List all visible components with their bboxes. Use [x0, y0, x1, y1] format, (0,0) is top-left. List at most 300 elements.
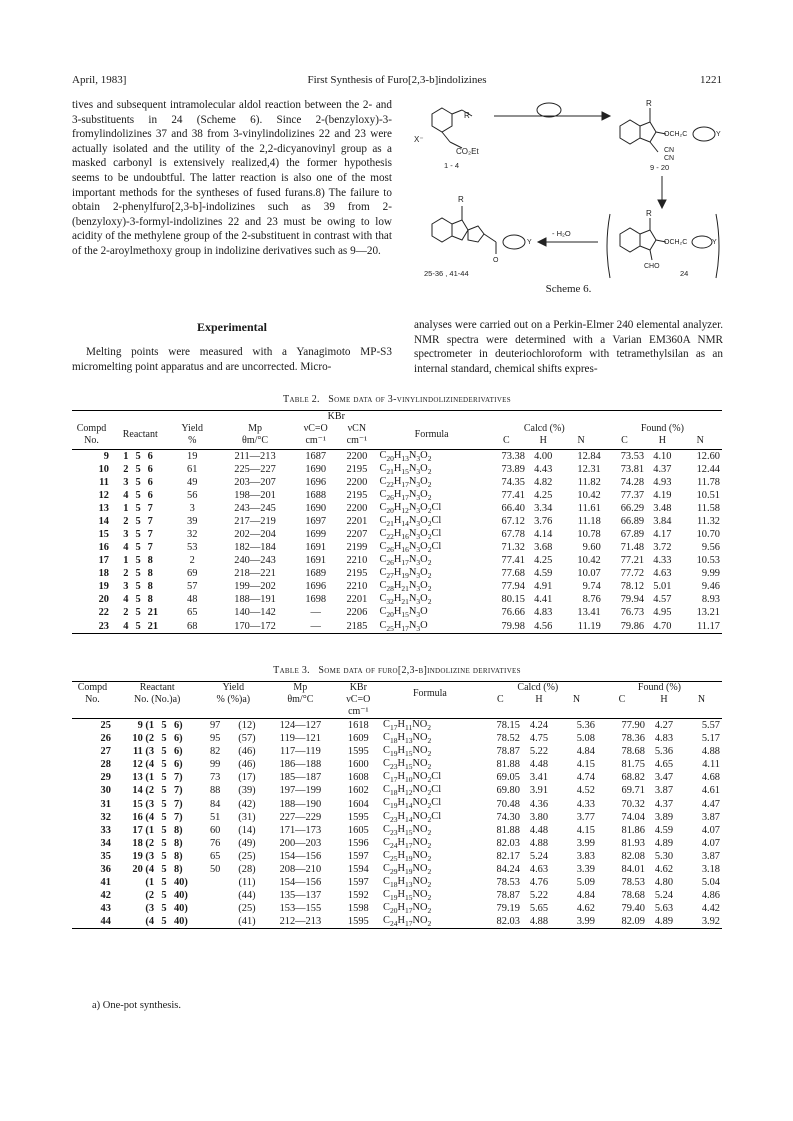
table3-row — [72, 902, 722, 915]
table2-cell: 1690 — [305, 502, 327, 514]
table3-cell: $C_{24}H_{17}NO_2$ — [383, 836, 432, 850]
table3-cell: 154—156 — [279, 850, 322, 862]
table3-cell: 65 — [209, 850, 221, 862]
table2-cell: 39 — [187, 515, 198, 527]
table3-cell: (25) — [238, 903, 256, 915]
table2-cell: 2200 — [346, 450, 368, 462]
table2-cell: $C_{27}H_{19}N_3O_2$ — [379, 567, 432, 581]
table3-cell: 3.18 — [701, 863, 720, 875]
table2-cell: 8 — [147, 568, 153, 580]
table3-cell: (28) — [238, 863, 256, 875]
table2-cell: 199—202 — [234, 581, 276, 593]
table3-cell: 200—203 — [279, 837, 322, 849]
table3-cell: 5.22 — [529, 890, 549, 902]
table3-cell: 5.24 — [529, 850, 549, 862]
table3-cell: 50 — [209, 863, 221, 875]
table2-cell: 13.21 — [696, 607, 720, 619]
table2-cell: 3.48 — [653, 502, 672, 514]
scheme-caption: Scheme 6. — [545, 283, 592, 295]
table2-cell: 188—191 — [234, 594, 276, 606]
table3-cell: 4.84 — [576, 746, 595, 758]
table2-cell: $C_{26}H_{17}N_3O_2$ — [379, 488, 432, 502]
table2-cell: 67.12 — [501, 515, 525, 527]
table3-cell: 70.48 — [496, 798, 520, 810]
table3-caption — [72, 665, 722, 676]
table2-cell: 5 — [135, 515, 141, 527]
t3-calc-n: N — [572, 694, 581, 705]
table3-cell: 4.88 — [522, 915, 556, 929]
table3-cell: 3.87 — [701, 811, 720, 823]
table3-cell: 1596 — [347, 837, 369, 849]
table2-cell: 5 — [135, 594, 141, 606]
table2-body — [72, 449, 722, 633]
table2-row — [72, 580, 722, 593]
table3-cell: 40) — [172, 915, 202, 929]
table3-cell: 5 — [161, 811, 167, 823]
table3-cell: (44) — [238, 890, 256, 902]
table3-cell: 9 (1 — [137, 720, 155, 732]
table2-cell: 22 — [98, 607, 109, 619]
y-label-1: Y — [716, 131, 721, 138]
table2-cell: 9.46 — [701, 581, 720, 593]
t3-reactant-sub: No. (No.)a) — [134, 694, 181, 705]
table2-cell: 4 — [123, 489, 129, 501]
table2-cell: 71.48 — [620, 542, 645, 554]
table3-cell: (25) — [238, 850, 256, 862]
table3-cell: 1618 — [347, 720, 369, 732]
table2-cell: 3 — [189, 502, 195, 514]
table3-cell — [202, 915, 229, 929]
table3-cell: (39) — [238, 785, 256, 797]
table3-cell: (4 — [113, 915, 156, 929]
table2-cell: 9.74 — [582, 581, 601, 593]
table3-cell: (42) — [238, 798, 256, 810]
table3-cell: 1605 — [347, 824, 369, 836]
table3-cell: 4.68 — [701, 772, 720, 784]
table2-cell: $C_{20}H_{12}N_3O_2Cl$ — [379, 501, 442, 515]
table3-cell: 7) — [173, 811, 183, 823]
table3-cell: 3.83 — [576, 850, 595, 862]
table3-cell: 7) — [173, 785, 183, 797]
table3-cell: 16 (4 — [132, 811, 155, 823]
table2-cell: 2210 — [346, 581, 368, 593]
table2-cell: 4.25 — [534, 555, 553, 567]
table3-cell: 4.33 — [576, 798, 595, 810]
table2-cell: 74.35 — [501, 476, 525, 488]
table3-cell: $C_{25}H_{19}NO_2$ — [383, 849, 432, 863]
table3-row — [72, 771, 722, 784]
table2-cell: 1696 — [305, 581, 327, 593]
calc-h: H — [539, 435, 547, 446]
table3-cell: 3.99 — [576, 837, 595, 849]
table3-cell: 4.83 — [654, 733, 674, 745]
table2-cell: 3 — [123, 581, 129, 593]
table3-cell: 78.53 — [621, 876, 645, 888]
table2-cell: 9.56 — [701, 542, 720, 554]
table2-cell: 10.51 — [696, 489, 720, 501]
table2-cell: 7 — [147, 542, 153, 554]
table3-cell: 5.36 — [576, 720, 595, 732]
issue-date: April, 1983] — [72, 74, 127, 86]
table2-cell: $C_{26}H_{17}N_3O_2$ — [379, 554, 432, 568]
table2-cell: 170—172 — [215, 620, 295, 634]
table3-cell: 1608 — [347, 772, 369, 784]
table2-cell: 2195 — [346, 463, 368, 475]
r-label-3: R — [646, 209, 652, 218]
table3-cell: 4.88 — [701, 746, 720, 758]
table3-cell: 1604 — [347, 798, 369, 810]
t3-found-c: C — [618, 694, 626, 705]
table3-cell: 3.47 — [654, 772, 674, 784]
table2-cell: 4.33 — [653, 555, 672, 567]
r-label-2: R — [646, 99, 652, 108]
table2-cell: 3.84 — [653, 515, 672, 527]
table2-cell: 9.60 — [582, 542, 601, 554]
table3-cell: 5.57 — [701, 720, 720, 732]
table2-row — [72, 463, 722, 476]
table2-cell: 79.98 — [486, 620, 527, 634]
table3-cell: $C_{18}H_{12}NO_2Cl$ — [383, 784, 442, 798]
t3-cm-unit: cm⁻¹ — [336, 706, 381, 719]
table3-cell: 84.24 — [496, 863, 520, 875]
table2-cell: 10 — [98, 463, 109, 475]
table2-cell: 53 — [187, 542, 198, 554]
table2-cell: 3 — [123, 529, 129, 540]
yield-header: Yield — [181, 423, 204, 434]
table2-cell: 11.19 — [559, 620, 602, 634]
table3-row — [72, 719, 722, 733]
table2-cell: 79.94 — [620, 594, 645, 606]
table3-cell: $C_{18}H_{13}NO_2$ — [383, 875, 432, 890]
table3-cell: 43 — [100, 903, 111, 915]
body-paragraph-right: analyses were carried out on a Perkin-Elmer 240 elemental analyzer. NMR spectra were determined with a Varian EM360A NMR spectrometer in deuteriochloroform with tetramethylsilan as an internal standard, chemical shifts expres- — [414, 319, 723, 375]
table3-row — [72, 745, 722, 758]
table3-cell: 4.48 — [529, 759, 549, 771]
table2-cell: 4.37 — [653, 463, 672, 475]
table3-cell — [202, 889, 229, 902]
found-h: H — [658, 435, 666, 446]
table3 — [72, 681, 722, 929]
table3-cell: 5 — [161, 837, 167, 849]
table3-cell: 4.89 — [647, 915, 681, 929]
table3-cell: 4.74 — [576, 772, 595, 784]
table2-cell: 3.72 — [653, 542, 672, 554]
table3-cell: 3.99 — [556, 915, 597, 929]
table2-cell: — — [295, 620, 336, 634]
table3-cell: 117—119 — [279, 746, 321, 758]
table2-cell: 5.01 — [653, 581, 672, 593]
table3-cell: 5.24 — [654, 890, 674, 902]
table3-row — [72, 915, 722, 929]
table2-cell: 5 — [135, 607, 141, 619]
table3-cell: 124—127 — [279, 720, 322, 732]
table2-caption — [72, 394, 722, 405]
table2-cell: 66.29 — [620, 502, 645, 514]
table3-cell: 4.63 — [529, 863, 549, 875]
table3-cell: 3.89 — [654, 811, 674, 823]
table3-cell: 7) — [173, 772, 183, 784]
table3-cell: 6) — [173, 733, 183, 745]
table3-cell: 227—229 — [279, 811, 322, 823]
calc-n: N — [577, 435, 585, 446]
table3-cell: 208—210 — [279, 863, 322, 875]
table3-cell: 5.36 — [654, 746, 674, 758]
table2-cell: 6 — [147, 450, 153, 462]
table3-cell: 4.89 — [654, 837, 674, 849]
kbr-header: KBr — [295, 411, 377, 424]
table3-cell: 81.86 — [621, 824, 645, 836]
table2-cell: 4.43 — [534, 463, 553, 475]
table3-row — [72, 797, 722, 810]
table2-cell: 5 — [135, 555, 141, 567]
table2-cell: 211—213 — [234, 450, 276, 462]
table3-cell: (31) — [238, 811, 256, 823]
table3-cell: 1595 — [347, 746, 369, 758]
table3-cell: 81.88 — [496, 759, 520, 771]
formula-header: Formula — [414, 429, 449, 440]
table2-cell: 203—207 — [234, 476, 276, 488]
table2-cell: 4.93 — [653, 476, 672, 488]
table3-cell: 11 (3 — [133, 746, 155, 758]
table2-cell: 2207 — [346, 529, 368, 540]
table3-cell: 28 — [100, 759, 111, 771]
table3-cell: $C_{19}H_{14}NO_2Cl$ — [383, 797, 442, 811]
calcd-header: Calcd (%) — [523, 423, 565, 434]
table3-row — [72, 850, 722, 863]
table2-cell: 17 — [98, 555, 109, 567]
table2-cell: 5 — [135, 568, 141, 580]
table2-cell: 6 — [147, 489, 153, 501]
table2-cell: 12.84 — [577, 450, 601, 462]
table2-cell: 225—227 — [234, 463, 276, 475]
table3-cell: 153—155 — [279, 903, 322, 915]
table3-cell: 4.36 — [529, 798, 549, 810]
section-heading-experimental: Experimental — [197, 320, 267, 334]
table2-cell: 77.94 — [501, 581, 525, 593]
table3-cell: 3.39 — [576, 863, 595, 875]
running-title: First Synthesis of Furo[2,3-b]indolizines — [307, 74, 487, 86]
table3-cell: 81.88 — [496, 824, 520, 836]
table3-cell: 81.75 — [621, 759, 645, 771]
table3-cell: 135—137 — [279, 890, 322, 902]
table2-cell: 4.82 — [534, 476, 553, 488]
table3-cell: 36 — [100, 863, 111, 875]
table3-cell: 13 (1 — [132, 772, 155, 784]
no-header: No. — [84, 435, 99, 446]
table3-cell: 5 — [156, 915, 172, 929]
table2-cell: 10.53 — [696, 555, 720, 567]
table3-cell: 73 — [209, 772, 221, 784]
table3-cell: 35 — [100, 850, 111, 862]
structure-vinylindolizine — [620, 108, 715, 152]
table3-cell: 197—199 — [279, 785, 322, 797]
table3-cell: 154—156 — [279, 876, 322, 888]
table2-cell: 217—219 — [234, 515, 276, 527]
table2-cell: 4.00 — [534, 450, 553, 462]
table2-cell: 56 — [187, 489, 198, 501]
structure-furoindolizine — [432, 206, 525, 254]
table3-row — [72, 824, 722, 837]
table2-cell: 65 — [187, 607, 198, 619]
table2-cell: 10.78 — [577, 529, 601, 540]
table3-row — [72, 863, 722, 876]
table2-cell: 218—221 — [234, 568, 276, 580]
table3-cell: 4.24 — [529, 720, 549, 732]
table3-cell: $C_{23}H_{15}NO_2$ — [383, 823, 432, 837]
table2-cell: 11.58 — [697, 502, 720, 514]
compound-label-25-44: 25-36 , 41-44 — [424, 269, 469, 278]
table2-cell: 12 — [98, 489, 109, 501]
table3-cell: 42 — [100, 890, 111, 902]
table3-cell: 4.07 — [701, 824, 720, 836]
table3-cell: 5 — [161, 850, 167, 862]
table3-cell: 8) — [173, 824, 183, 836]
table3-cell: 3.91 — [529, 785, 549, 797]
table2-cell: 1687 — [305, 450, 327, 462]
table2-cell: 3.76 — [534, 515, 553, 527]
table3-cell: 69.80 — [496, 785, 520, 797]
table3-cell: 81.93 — [621, 837, 645, 849]
table2-cell: 3.68 — [534, 542, 553, 554]
table3-cell: 82.09 — [597, 915, 647, 929]
table3-cell: 82.03 — [479, 915, 522, 929]
table2-cell: 1696 — [305, 476, 327, 488]
table2-cell: 5 — [135, 581, 141, 593]
table2-cell: $C_{28}H_{21}N_3O_2$ — [379, 580, 432, 594]
table3-cell: 5 — [161, 759, 167, 771]
table2-row — [72, 567, 722, 580]
table2-cell: 4.56 — [527, 620, 560, 634]
table2-cell: 12.31 — [577, 463, 601, 475]
table3-cell: 5 — [161, 746, 167, 758]
table2-caption-prefix: Table 2. — [283, 394, 320, 405]
table3-cell: $C_{17}H_{10}NO_2Cl$ — [383, 771, 442, 785]
table2-cell: 12.44 — [696, 463, 720, 475]
table3-cell: 78.36 — [621, 733, 645, 745]
table2-row — [72, 606, 722, 619]
t3-found-h: H — [660, 694, 668, 705]
table3-cell: $C_{19}H_{15}NO_2$ — [383, 889, 432, 903]
table3-cell: 74.04 — [621, 811, 645, 823]
table2-cell: 4.70 — [646, 620, 679, 634]
table3-cell: (46) — [238, 746, 256, 758]
table2-cell: 4.63 — [653, 568, 672, 580]
table3-cell: 3.92 — [681, 915, 722, 929]
table3-cell: 78.53 — [496, 876, 520, 888]
table2-cell: $C_{21}H_{15}N_3O_2$ — [379, 462, 432, 476]
table2-cell: 4.19 — [653, 489, 672, 501]
table2-cell: 2 — [123, 568, 129, 580]
table2-cell: $C_{32}H_{21}N_3O_2$ — [379, 593, 432, 607]
table2-cell: 240—243 — [234, 555, 276, 567]
table3-cell: 4.15 — [576, 759, 595, 771]
table2-cell: 7 — [147, 529, 153, 540]
table2-cell: 76.66 — [501, 607, 525, 619]
table3-cell: (57) — [238, 733, 256, 745]
table3-cell: $C_{23}H_{15}NO_2$ — [383, 758, 432, 772]
table2-cell: 14 — [98, 515, 109, 527]
table3-cell: 19 (3 — [132, 850, 155, 862]
reaction-scheme — [414, 96, 723, 301]
table3-cell: 5.17 — [701, 733, 720, 745]
table2-cell: 2 — [123, 607, 129, 619]
t3-compd-header: Compd — [72, 682, 113, 695]
table3-cell: 76 — [209, 837, 221, 849]
table3-cell: 5 — [161, 903, 167, 915]
table3-cell: 1602 — [347, 785, 369, 797]
page-number: 1221 — [700, 74, 722, 86]
table3-cell: 26 — [100, 733, 111, 745]
r-label-4: R — [458, 195, 464, 204]
table2-cell: 198—201 — [234, 489, 276, 501]
table3-cell: 5.04 — [701, 876, 720, 888]
table2-cell: 66.89 — [620, 515, 645, 527]
table2-cell: 11.32 — [697, 515, 720, 527]
table2-cell: 78.12 — [620, 581, 645, 593]
table3-cell: 78.15 — [496, 720, 520, 732]
table2-cell: 4.95 — [653, 607, 672, 619]
table2-cell: 20 — [98, 594, 109, 606]
table2-cell: 77.21 — [620, 555, 645, 567]
table3-cell: 4.61 — [701, 785, 720, 797]
table3-cell: 95 — [209, 733, 221, 745]
table3-cell: $C_{29}H_{19}NO_2$ — [383, 862, 432, 876]
table2-cell: 4.83 — [534, 607, 553, 619]
table2-cell: 57 — [187, 581, 198, 593]
table3-cell: 31 — [100, 798, 111, 810]
table3-cell: 5 — [161, 890, 167, 902]
table2-cell: 73.81 — [620, 463, 645, 475]
table2-cell: 7 — [147, 515, 153, 527]
table2-cell: 2201 — [346, 594, 368, 606]
table2-cell: 5 — [135, 529, 141, 540]
table2-cell: 11.61 — [577, 502, 601, 514]
table2-cell: 9.99 — [701, 568, 720, 580]
table2-cell: 11.82 — [577, 476, 601, 488]
table2-row — [72, 502, 722, 515]
table3-cell: (1 — [145, 876, 155, 888]
table3-cell: (49) — [238, 837, 256, 849]
table3-cell: 78.68 — [621, 746, 645, 758]
table2-cell: $C_{26}H_{16}N_3O_2Cl$ — [379, 541, 442, 555]
table3-cell: 7) — [173, 798, 183, 810]
table3-cell: $C_{19}H_{15}NO_2$ — [383, 745, 432, 759]
table3-cell: 188—190 — [279, 798, 322, 810]
table2 — [72, 410, 722, 634]
table3-cell: 69.05 — [496, 772, 520, 784]
t3-no-header: No. — [85, 694, 100, 705]
table2-row — [72, 593, 722, 606]
table3-cell: 10 (2 — [132, 733, 155, 745]
table3-cell: 3.87 — [701, 850, 720, 862]
table3-cell: 4.07 — [701, 837, 720, 849]
t3-yield-sub: % (%)a) — [216, 694, 251, 705]
och2-label-1: OCH₂C — [664, 131, 688, 138]
table3-cell: 20 (4 — [132, 863, 155, 875]
table3-cell: 5 — [161, 824, 167, 836]
table2-cell: 18 — [98, 568, 109, 580]
table3-cell: 51 — [209, 811, 221, 823]
table2-cell: 5 — [135, 542, 141, 554]
table2-cell: 2199 — [346, 542, 368, 554]
o-label: O — [493, 257, 499, 264]
table3-cell: (41) — [229, 915, 265, 929]
table2-cell: $C_{25}H_{17}N_3O$ — [377, 620, 485, 634]
table3-cell: 4.86 — [701, 890, 720, 902]
table2-cell: 68 — [169, 620, 215, 634]
table2-cell: 6 — [147, 476, 153, 488]
table2-cell: 79.86 — [603, 620, 646, 634]
